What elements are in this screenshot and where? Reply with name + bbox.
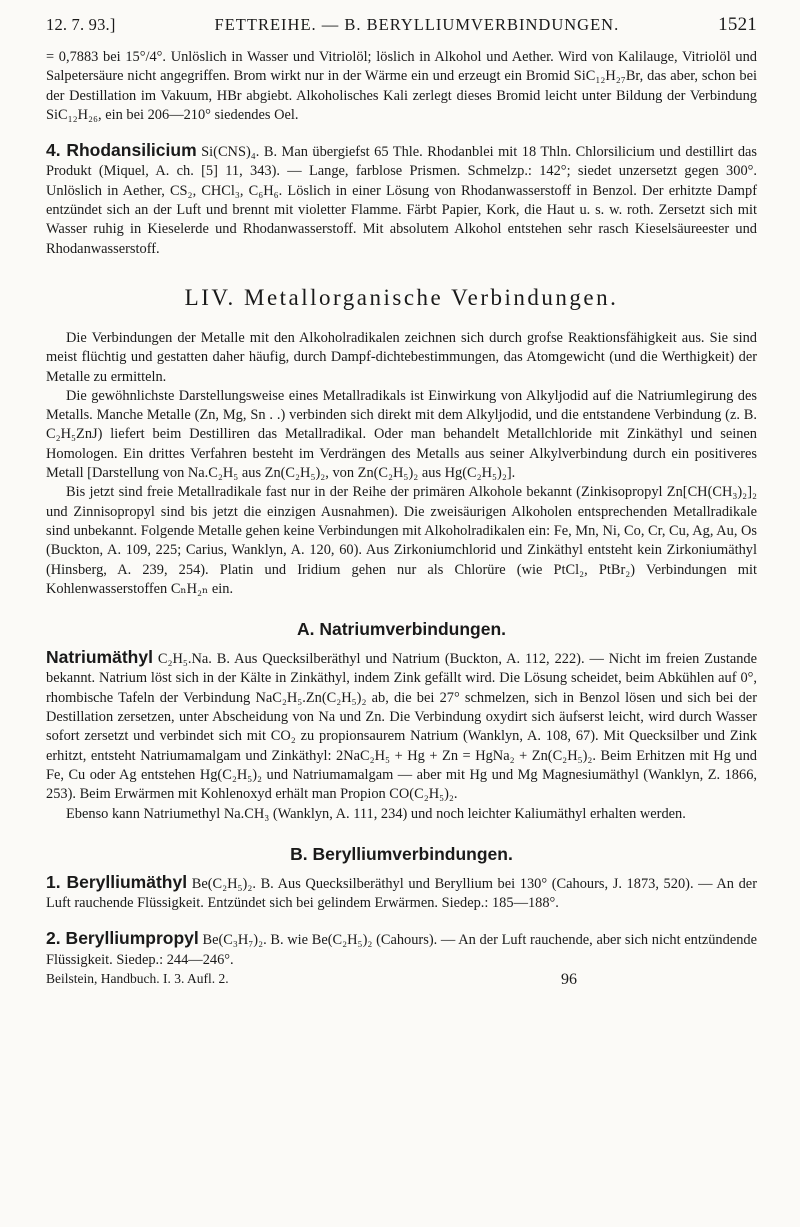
- entry-rhodansilicium: [46, 141, 757, 259]
- paragraph: Ebenso kann Natriumethyl Na.CH₃ (Wanklyn, A. 111, 234) und noch leichter Kaliumäthyl erhalten werden.: [66, 805, 686, 822]
- entry-title: Natriumäthyl: [46, 647, 153, 668]
- entry-title: 1. Berylliumäthyl: [46, 871, 188, 892]
- subsection-heading-b: B. Berylliumverbindungen.: [290, 843, 513, 864]
- subsection-heading-a: A. Natriumverbindungen.: [296, 619, 507, 640]
- footer-source: Beilstein, Handbuch. I. 3. Aufl. 2.: [46, 970, 229, 986]
- entry-berylliumaethyl: [46, 873, 757, 914]
- header-title: FETTREIHE. — B. BERYLLIUMVERBINDUNGEN.: [214, 15, 620, 34]
- page-number: 1521: [718, 14, 757, 35]
- paragraph-continuation: = 0,7883 bei 15°/4°. Unlöslich in Wasser und Vitriolöl; löslich in Alkohol und Aether. Wird von Kalilauge, Vitriolöl und Salpetersäure nicht angegriffen. Brom wirkt nur in der Wärme ein und erzeugt ein Bromid SiC₁₂H₂₇Br, das aber, schon bei der Destillation im Vakuum, HBr abgiebt. Alkoholisches Kali zerlegt dieses Bromid leicht unter Bildung der Verbindung SiC₁₂H₂₆, ein bei 206—210° siedendes Oel.: [46, 49, 757, 123]
- entry-text: Be(C₃H₇)₂. B. wie Be(C₂H₅)₂ (Cahours). — An der Luft rauchende, aber sich nicht entzündende Flüssigkeit. Siedep.: 244—246°.: [46, 932, 757, 968]
- paragraph: Die Verbindungen der Metalle mit den Alkoholradikalen zeichnen sich durch grofse Reaktionsfähigkeit aus. Sie sind meist flüchtig und gestatten daher häufig, durch Dampf-dichtebestimmungen, das Atomgewicht (und die Werthigkeit) der Metalle zu ermitteln.: [46, 329, 757, 385]
- section-heading: LIV. Metallorganische Verbindungen.: [184, 284, 619, 310]
- entry-text: Be(C₂H₅)₂. B. Aus Quecksilberäthyl und Beryllium bei 130° (Cahours, J. 1873, 520). — An der Luft rauchende Flüssigkeit. Entzündet sich bei gelindem Erwärmen. Siedep.: 185—188°.: [46, 875, 757, 912]
- header-date: 12. 7. 93.]: [46, 15, 116, 34]
- entry-title: 2. Berylliumpropyl: [46, 928, 199, 949]
- entry-text: C₂H₅.Na. B. Aus Quecksilberäthyl und Natrium (Buckton, A. 112, 222). — Nicht im freien Zustande bekannt. Natrium löst sich in der Kälte in Zinkäthyl, indem Zink gefällt wird. Die Lösung scheidet, beim Abkühlen auf 0°, rhombische Tafeln der Verbindung NaC₂H₅.Zn(C₂H₅)₂ ab, die bei 27° schmelzen, sich in Benzol lösen und sich bei der Destillation zersetzen, unter Abscheidung von Na und Zn. Die Verbindung oxydirt sich äufserst leicht, wird durch Wasser sofort zersetzt und verbindet sich mit CO₂ zu propionsaurem Natrium (Wanklyn, A. 108, 67). Mit Quecksilber und Zink erhitzt, entsteht Natriumamalgam und Zinkäthyl: 2NaC₂H₅ + Hg + Zn = HgNa₂ + Zn(C₂H₅)₂. Beim Erhitzen mit Hg und Fe, Cu oder Ag entstehen Hg(C₂H₅)₂ und Natriumamalgam — aber mit Hg und Mg Magnesiumäthyl (Wanklyn, Z. 1866, 253). Beim Erwärmen mit Kohlenoxyd erhält man Propion CO(C₂H₅)₂.: [46, 651, 757, 803]
- page-footer: [46, 971, 757, 989]
- paragraph: Die gewöhnlichste Darstellungsweise eines Metallradikals ist Einwirkung von Alkyljodid auf die Natriumlegirung des Metalls. Manche Metalle (Zn, Mg, Sn . .) verbinden sich direkt mit dem Alkyljodid, und die entstandene Verbindung (z. B. C₂H₅ZnJ) liefert beim Destilliren das Metallradikal. Oder man behandelt Metallchloride mit Zinkäthyl und seinen Homologen. Ein drittes Verfahren besteht im Verdrängen des Metalls aus seiner Alkylverbindung durch ein positiveres Metall [Darstellung von Na.C₂H₅ aus Zn(C₂H₅)₂, von Zn(C₂H₅)₂ aus Hg(C₂H₅)₂].: [46, 387, 757, 482]
- entry-text: Si(CNS)₄. B. Man übergiefst 65 Thle. Rhodanblei mit 18 Thln. Chlorsilicium und destillirt das Produkt (Miquel, A. ch. [5] 11, 343). — Lange, farblose Prismen. Schmelzp.: 142°; siedet unzersetzt gegen 300°. Unlöslich in Aether, CS₂, CHCl₃, C₆H₆. Löslich in einer Lösung von Rhodanwasserstoff in Benzol. Der erhitzte Dampf entzündet sich an der Luft und brennt mit violetter Flamme. Färbt Papier, Kork, die Haut u. s. w. roth. Zersetzt sich mit Wasser ruhig in Kieselerde und Rhodanwasserstoff. Mit absolutem Alkohol entstehen sehr rasch Kieselsäureester und Rhodanwasserstoff.: [46, 144, 758, 257]
- paragraph: Bis jetzt sind freie Metallradikale fast nur in der Reihe der primären Alkohole bekannt (Zinkisopropyl Zn[CH(CH₃)₂]₂ und Zinnisopropyl sind bis jetzt die einzigen Ausnahmen). Die zweisäurigen Alkoholen entsprechenden Metallradikale sind unbekannt. Folgende Metalle gehen keine Verbindungen mit Alkoholradikalen ein: Fe, Mn, Ni, Co, Cr, Cu, Ag, Au, Os (Buckton, A. 109, 225; Carius, Wanklyn, A. 120, 60). Aus Zirkoniumchlorid und Zinkäthyl entsteht kein Zirkoniumäthyl (Hinsberg, A. 239, 254). Platin und Iridium gehen nur als Chlorüre (wie PtCl₂, PtBr₂) Verbindungen mit Kohlenwasserstoffen CₙH₂ₙ ein.: [46, 484, 758, 597]
- signature-number: 96: [561, 970, 577, 988]
- running-header: [46, 0, 757, 48]
- entry-natriumaethyl: [46, 648, 757, 804]
- entry-title: 4. Rhodansilicium: [46, 140, 197, 161]
- entry-berylliumpropyl: [46, 929, 757, 970]
